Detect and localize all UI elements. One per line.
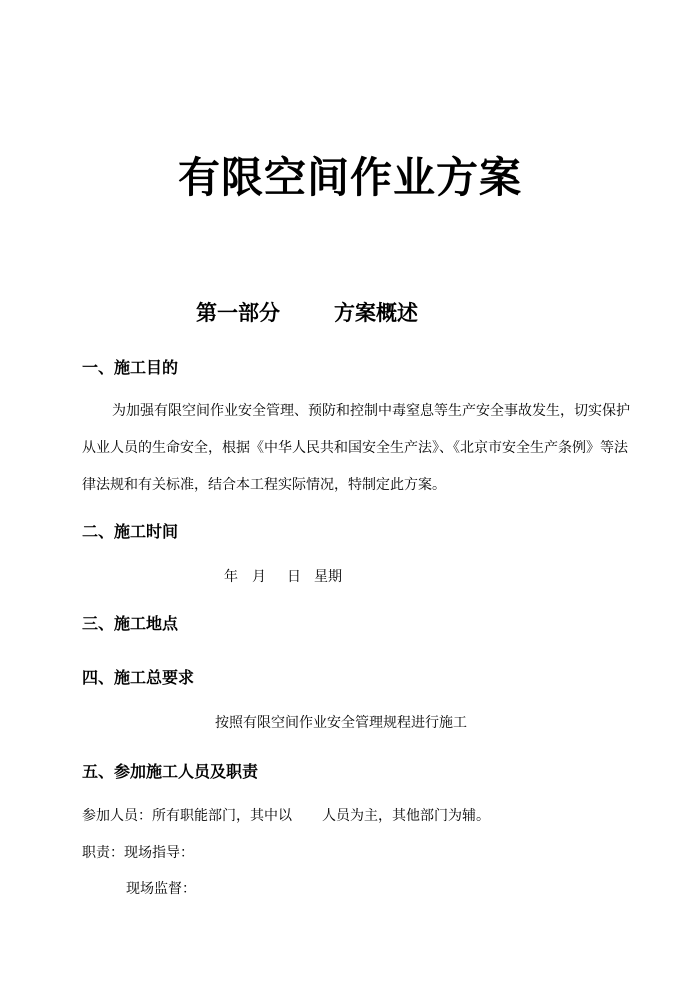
section-heading-personnel: 五、参加施工人员及职责 [82,762,259,781]
requirement-text: 按照有限空间作业安全管理规程进行施工 [215,715,467,731]
part-name: 方案概述 [334,301,418,325]
time-year: 年 [224,569,238,585]
document-title: 有限空间作业方案 [177,153,522,202]
participants-suffix: 人员为主，其他部门为辅。 [322,808,490,824]
duties-line: 职责：现场指导： [82,845,194,861]
time-month: 月 [252,569,266,585]
part-heading [196,298,418,328]
purpose-paragraph: 为加强有限空间作业安全管理、预防和控制中毒窒息等生产安全事故发生，切实保护从业人员的生命安全，根据《中华人民共和国安全生产法》、《北京市安全生产条例》等法律法规和有关标准，结合本工程实际情况，特制定此方案。 [82,403,630,493]
supervision-line: 现场监督： [126,881,196,897]
section-heading-purpose: 一、施工目的 [82,358,179,377]
participants-prefix: 参加人员：所有职能部门，其中以 [82,808,292,824]
section-heading-time: 二、施工时间 [82,522,179,541]
participants-line [82,805,490,827]
time-weekday: 星期 [314,569,342,585]
time-day: 日 [287,569,301,585]
section-heading-requirements: 四、施工总要求 [82,668,195,687]
section-heading-location: 三、施工地点 [82,614,179,633]
part-number: 第一部分 [196,301,280,325]
time-line [224,566,342,588]
